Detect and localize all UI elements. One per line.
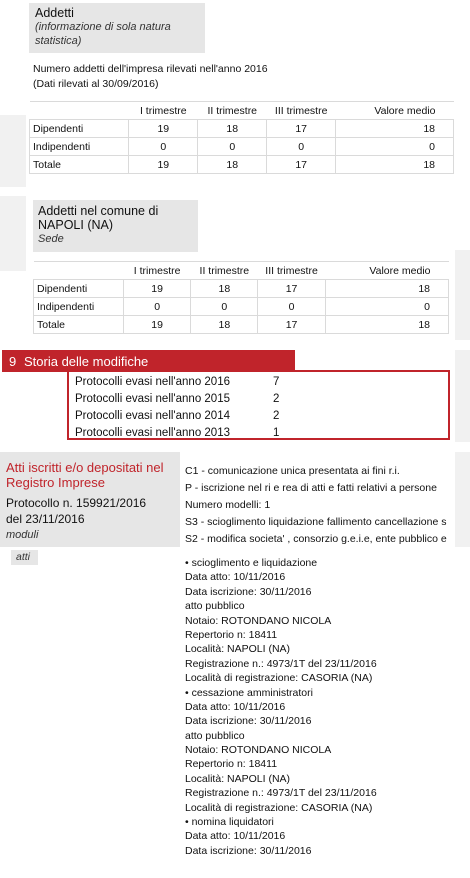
cell: 19	[129, 156, 198, 174]
protocolli-value: 2	[273, 409, 280, 422]
table-row	[30, 138, 454, 156]
list-item	[75, 407, 448, 424]
cell: 18	[191, 280, 258, 298]
table-row	[34, 316, 449, 334]
atti-label: atti	[16, 551, 31, 563]
modulo-line: C1 - comunicazione unica presentata ai fini r.i.	[185, 465, 400, 477]
col-header: II trimestre	[198, 102, 267, 120]
moduli-label: moduli	[6, 529, 39, 541]
row-label: Indipendenti	[34, 298, 124, 316]
table-row	[34, 298, 449, 316]
atti-tag	[11, 550, 38, 565]
row-label: Dipendenti	[34, 280, 124, 298]
table-row	[30, 156, 454, 174]
cell: 0	[336, 138, 454, 156]
comune-title: Addetti nel comune di NAPOLI (NA)	[38, 204, 159, 232]
entry-line: Località di registrazione: CASORIA (NA)	[185, 672, 373, 685]
atti-entry	[185, 686, 447, 816]
protocolli-value: 7	[273, 375, 280, 388]
col-header: Valore medio	[325, 262, 448, 280]
cell: 18	[198, 120, 267, 138]
cell: 0	[267, 138, 336, 156]
cell: 0	[124, 298, 191, 316]
storia-number: 9	[9, 354, 17, 369]
atti-right-strip	[455, 452, 470, 547]
atti-entry	[185, 556, 447, 686]
left-gutter-strip	[0, 196, 26, 271]
col-header: III trimestre	[267, 102, 336, 120]
protocolli-label: Protocolli evasi nell'anno 2015	[75, 392, 230, 405]
cell: 0	[258, 298, 325, 316]
entry-line: Repertorio n: 18411	[185, 628, 278, 641]
storia-title: Storia delle modifiche	[24, 354, 149, 369]
storia-header	[2, 350, 295, 372]
addetti-subtitle: (informazione di sola natura statistica)	[35, 21, 171, 47]
entry-line: Notaio: ROTONDANO NICOLA	[185, 744, 332, 757]
list-item	[75, 373, 448, 390]
entry-line: Repertorio n: 18411	[185, 758, 278, 771]
entry-title: • cessazione amministratori	[185, 686, 313, 699]
addetti-numero-date: (Dati rilevati al 30/09/2016)	[33, 78, 159, 90]
entry-line: Data atto: 10/11/2016	[185, 571, 286, 584]
col-header: Valore medio	[336, 102, 454, 120]
row-label: Indipendenti	[30, 138, 129, 156]
cell: 19	[124, 316, 191, 334]
entry-title: • scioglimento e liquidazione	[185, 557, 318, 569]
cell: 18	[325, 280, 448, 298]
atti-section-title: Atti iscritti e/o depositati nel Registro Imprese	[6, 460, 164, 490]
col-header: III trimestre	[258, 262, 325, 280]
addetti-table	[29, 101, 454, 174]
cell: 18	[325, 316, 448, 334]
col-header: I trimestre	[129, 102, 198, 120]
cell: 17	[258, 280, 325, 298]
protocolli-label: Protocolli evasi nell'anno 2014	[75, 409, 230, 422]
entry-line: Data iscrizione: 30/11/2016	[185, 715, 312, 728]
cell: 0	[198, 138, 267, 156]
comune-header	[33, 200, 198, 252]
cell: 17	[267, 156, 336, 174]
row-label: Dipendenti	[30, 120, 129, 138]
atti-left-panel	[0, 452, 180, 547]
entry-line: Data atto: 10/11/2016	[185, 700, 286, 713]
col-header: I trimestre	[124, 262, 191, 280]
cell: 0	[129, 138, 198, 156]
entry-line: atto pubblico	[185, 600, 245, 613]
entry-line: Località: NAPOLI (NA)	[185, 772, 291, 785]
protocolli-label: Protocolli evasi nell'anno 2016	[75, 375, 230, 388]
comune-table	[33, 261, 449, 334]
cell: 18	[336, 120, 454, 138]
col-header: II trimestre	[191, 262, 258, 280]
modulo-line: S2 - modifica societa' , consorzio g.e.i.e, ente pubblico e	[185, 533, 447, 545]
entry-line: Località: NAPOLI (NA)	[185, 643, 291, 656]
list-item	[75, 424, 448, 441]
cell: 17	[267, 120, 336, 138]
entry-title: • nomina liquidatori	[185, 816, 274, 829]
cell: 17	[258, 316, 325, 334]
entry-line: Data iscrizione: 30/11/2016	[185, 585, 312, 598]
modulo-line: Numero modelli: 1	[185, 499, 271, 511]
addetti-title: Addetti	[35, 6, 74, 20]
table-row	[30, 120, 454, 138]
entry-line: Notaio: ROTONDANO NICOLA	[185, 614, 332, 627]
cell: 0	[325, 298, 448, 316]
left-gutter-strip	[0, 115, 26, 187]
protocollo-line2: del 23/11/2016	[6, 512, 85, 526]
right-gutter-strip	[455, 250, 470, 340]
cell: 19	[129, 120, 198, 138]
protocollo-line1: Protocollo n. 159921/2016	[6, 496, 147, 510]
table-row	[34, 280, 449, 298]
protocolli-label: Protocolli evasi nell'anno 2013	[75, 426, 230, 439]
addetti-numero-title: Numero addetti dell'impresa rilevati nell'anno 2016	[33, 63, 268, 75]
cell: 19	[124, 280, 191, 298]
right-gutter-strip	[455, 350, 470, 442]
protocolli-value: 2	[273, 392, 280, 405]
modulo-line: S3 - scioglimento liquidazione fallimento cancellazione s	[185, 516, 447, 528]
protocolli-value: 1	[273, 426, 280, 439]
row-label: Totale	[34, 316, 124, 334]
addetti-header	[29, 3, 205, 53]
cell: 18	[198, 156, 267, 174]
cell: 18	[191, 316, 258, 334]
modulo-line: P - iscrizione nel ri e rea di atti e fatti relativi a persone	[185, 482, 437, 494]
entry-line: Data iscrizione: 30/11/2016	[185, 844, 312, 857]
atti-entry	[185, 815, 447, 858]
entry-line: Registrazione n.: 4973/1T del 23/11/2016	[185, 657, 377, 670]
cell: 0	[191, 298, 258, 316]
atti-entries	[185, 556, 447, 858]
entry-line: Data atto: 10/11/2016	[185, 830, 286, 843]
row-label: Totale	[30, 156, 129, 174]
list-item	[75, 390, 448, 407]
cell: 18	[336, 156, 454, 174]
entry-line: Registrazione n.: 4973/1T del 23/11/2016	[185, 787, 377, 800]
entry-line: atto pubblico	[185, 729, 245, 742]
entry-line: Località di registrazione: CASORIA (NA)	[185, 801, 373, 814]
moduli-list	[185, 463, 447, 548]
comune-subtitle: Sede	[38, 233, 64, 245]
protocolli-box	[67, 370, 450, 440]
